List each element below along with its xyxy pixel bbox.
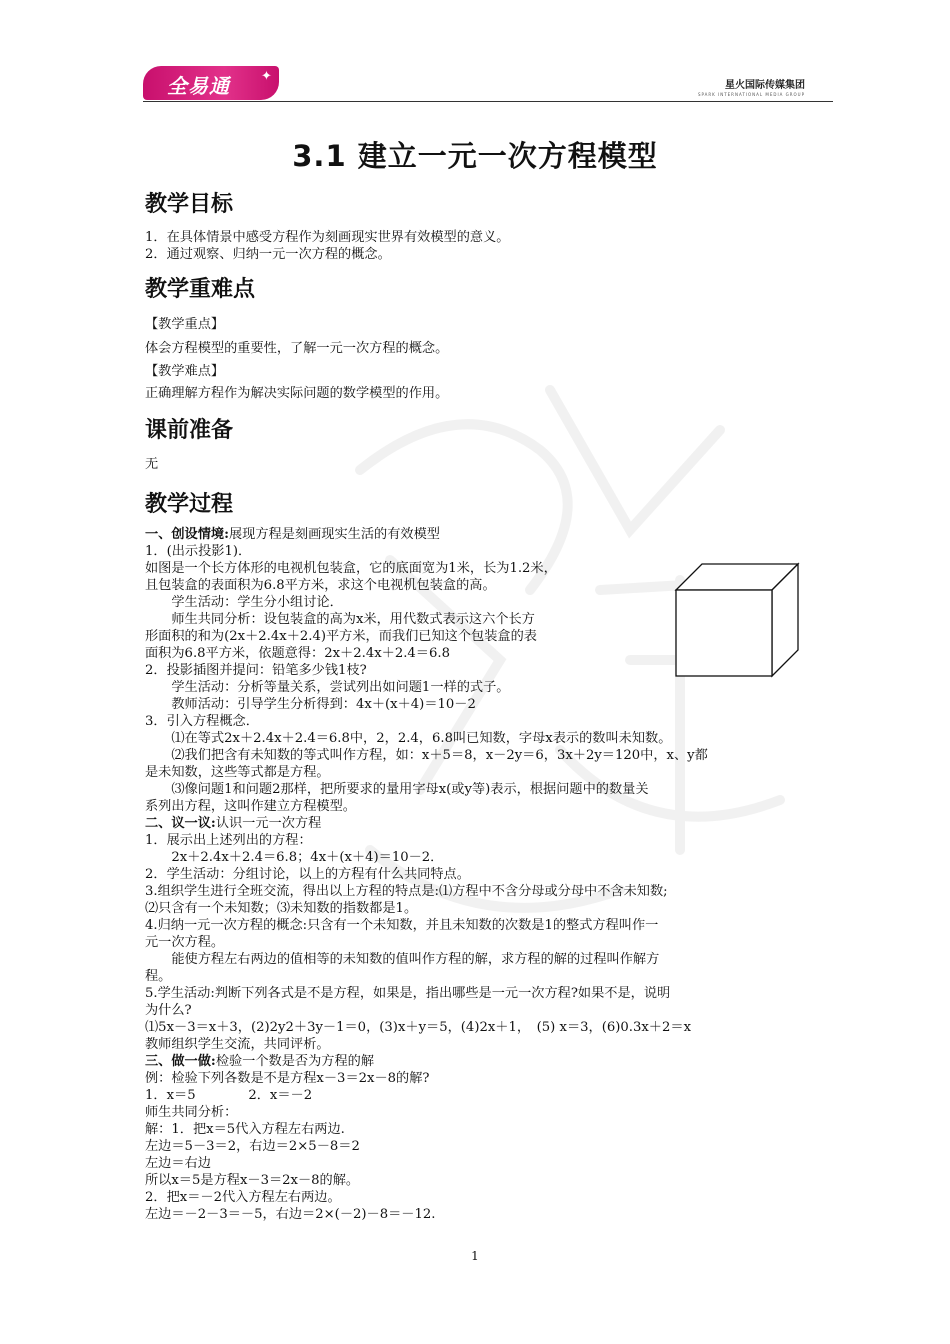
publisher-brand [698, 76, 805, 97]
header-divider [143, 101, 833, 102]
text-line: 所以x＝5是方程x－3＝2x－8的解。 [145, 1173, 360, 1188]
goal-line: 1．在具体情景中感受方程作为刻画现实世界有效模型的意义。 [145, 230, 510, 245]
text-line: 教师活动：引导学生分析得到：4x＋(x＋4)＝10－2 [145, 697, 476, 712]
text-line: 2．把x＝－2代入方程左右两边。 [145, 1190, 341, 1205]
text-line: 是未知数，这些等式都是方程。 [145, 765, 330, 780]
text-line: 师生共同分析： [145, 1105, 238, 1120]
heading-process: 教学过程 [145, 492, 234, 517]
text-line: 教师组织学生交流，共同评析。 [145, 1037, 330, 1052]
difficulty-text: 正确理解方程作为解决实际问题的数学模型的作用。 [145, 386, 449, 401]
page-header [143, 66, 833, 102]
heading-prep: 课前准备 [145, 418, 234, 443]
text-line: ⑴在等式2x＋2.4x＋2.4＝6.8中，2，2.4，6.8叫已知数，字母x表示的数叫未知数。 [145, 731, 672, 746]
text-line: 2x＋2.4x＋2.4＝6.8；4x＋(x＋4)＝10－2． [145, 850, 444, 865]
brand-logo [143, 66, 279, 100]
text-line: 面积为6.8平方米，依题意得：2x＋2.4x＋2.4＝6.8 [145, 646, 450, 661]
text-line: 元一次方程。 [145, 935, 225, 950]
part1-label: 一、创设情境: [145, 527, 229, 542]
text-line: 1．x＝5 2．x＝－2 [145, 1088, 313, 1103]
focus-label: 【教学重点】 [145, 317, 225, 332]
text-line: 1．(出示投影1)． [145, 544, 252, 559]
text-line: 2．投影插图并提问：铅笔多少钱1枝? [145, 663, 367, 678]
heading-key-points: 教学重难点 [145, 277, 256, 302]
text-line: 系列出方程，这叫作建立方程模型。 [145, 799, 356, 814]
text-line: ⑶像问题1和问题2那样，把所要求的量用字母x(或y等)表示，根据问题中的数量关 [145, 782, 649, 797]
text-line: 如图是一个长方体形的电视机包装盒，它的底面宽为1米，长为1.2米， [145, 561, 557, 576]
text-line: 为什么? [145, 1003, 192, 1018]
text-line: 2．学生活动：分组讨论，以上的方程有什么共同特点。 [145, 867, 470, 882]
text-line: ⑵我们把含有未知数的等式叫作方程，如：x＋5＝8，x－2y＝6，3x＋2y＝120中，x、y都 [145, 748, 708, 763]
text-line: 师生共同分析：设包装盒的高为x米，用代数式表示这六个长方 [145, 612, 535, 627]
part1-title: 展现方程是刻画现实生活的有效模型 [229, 527, 440, 542]
text-line: 能使方程左右两边的值相等的未知数的值叫作方程的解，求方程的解的过程叫作解方 [145, 952, 660, 967]
part1-heading [145, 526, 440, 543]
text-line: ⑵只含有一个未知数；⑶未知数的指数都是1。 [145, 901, 418, 916]
text-line: 学生活动：分析等量关系，尝试列出如问题1一样的式子。 [145, 680, 510, 695]
text-line: 4.归纳一元一次方程的概念:只含有一个未知数，并且未知数的次数是1的整式方程叫作一 [145, 918, 659, 933]
text-line: 3.组织学生进行全班交流，得出以上方程的特点是:⑴方程中不含分母或分母中不含未知数; [145, 884, 668, 899]
part3-title: 检验一个数是否为方程的解 [215, 1054, 375, 1069]
cube-figure [672, 560, 802, 680]
part2-heading [145, 815, 321, 832]
heading-goals: 教学目标 [145, 192, 234, 217]
text-line: 且包装盒的表面积为6.8平方米，求这个电视机包装盒的高。 [145, 578, 496, 593]
part2-label: 二、议一议: [145, 816, 216, 831]
text-line: 左边＝－2－3＝－5，右边＝2×(－2)－8＝－12. [145, 1207, 436, 1222]
text-line: 例：检验下列各数是不是方程x－3＝2x－8的解? [145, 1071, 430, 1086]
text-line: 解：1．把x＝5代入方程左右两边. [145, 1122, 345, 1137]
focus-text: 体会方程模型的重要性，了解一元一次方程的概念。 [145, 341, 449, 356]
logo-text: 全易通 [167, 74, 230, 98]
text-line: 形面积的和为(2x＋2.4x＋2.4)平方米，而我们已知这个包装盒的表 [145, 629, 537, 644]
text-line: 5.学生活动:判断下列各式是不是方程，如果是，指出哪些是一元一次方程?如果不是，说明 [145, 986, 671, 1001]
part3-heading [145, 1053, 374, 1070]
text-line: 3．引入方程概念． [145, 714, 259, 729]
publisher-name-en: SPARK INTERNATIONAL MEDIA GROUP [697, 92, 805, 97]
text-line: 程。 [145, 969, 172, 984]
publisher-name: 星火国际传媒集团 [725, 80, 805, 91]
star-icon: ✦ [261, 69, 272, 84]
text-line: 1．展示出上述列出的方程： [145, 833, 312, 848]
text-line: 学生活动：学生分小组讨论． [145, 595, 343, 610]
text-line: 左边＝右边 [145, 1156, 211, 1171]
prep-text: 无 [145, 457, 159, 472]
part3-label: 三、做一做: [145, 1054, 216, 1069]
text-line: ⑴5x－3＝x＋3，(2)2y2＋3y－1＝0，(3)x＋y＝5，(4)2x＋1， (5) x＝3，(6)0.3x＋2＝x [145, 1020, 692, 1035]
goal-line: 2．通过观察、归纳一元一次方程的概念。 [145, 247, 391, 262]
part2-title: 认识一元一次方程 [215, 816, 322, 831]
page-number: 1 [471, 1249, 479, 1263]
document-title: 3.1 建立一元一次方程模型 [292, 139, 658, 173]
difficulty-label: 【教学难点】 [145, 364, 225, 379]
text-line: 左边＝5－3＝2，右边＝2×5－8＝2 [145, 1139, 360, 1154]
